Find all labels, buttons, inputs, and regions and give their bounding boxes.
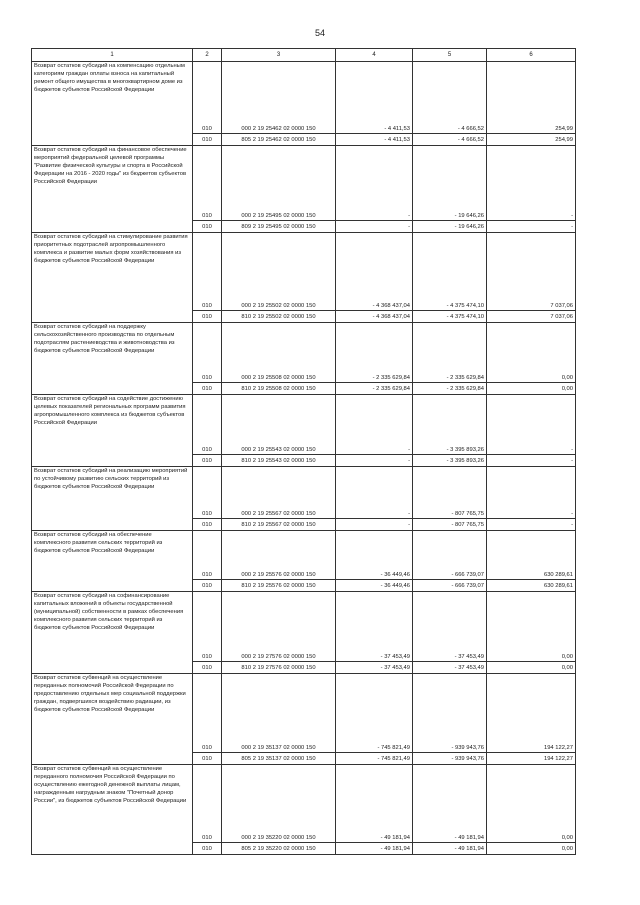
row-value-col5: - 939 943,76 — [413, 674, 487, 753]
row-value-col5: - 3 395 893,26 — [413, 395, 487, 455]
row-line-code: 010 — [193, 531, 222, 580]
row-value-col6: 7 037,06 — [487, 233, 576, 311]
subrow-budget-code: 810 2 19 25543 02 0000 150 — [222, 455, 336, 467]
header-cell-6: 6 — [487, 49, 576, 62]
row-value-col5: - 4 666,52 — [413, 62, 487, 134]
row-description: Возврат остатков субсидий на поддержку сельскохозяйственного производства по отдельным подотраслям растениеводства и животноводства из бюджетов субъектов Российской Федерации — [32, 323, 193, 395]
subrow-line-code: 010 — [193, 311, 222, 323]
row-value-col4: - 745 821,49 — [336, 674, 413, 753]
table-row — [32, 395, 576, 455]
row-budget-code: 000 2 19 25462 02 0000 150 — [222, 62, 336, 134]
subrow-line-code: 010 — [193, 383, 222, 395]
subrow-line-code: 010 — [193, 662, 222, 674]
row-value-col6: 0,00 — [487, 765, 576, 843]
subrow-budget-code: 805 2 19 25462 02 0000 150 — [222, 134, 336, 146]
table-row — [32, 531, 576, 580]
row-value-col5: - 49 181,94 — [413, 765, 487, 843]
row-value-col6: 630 289,61 — [487, 531, 576, 580]
row-value-col5: - 666 739,07 — [413, 531, 487, 580]
subrow-value-col6: - — [487, 455, 576, 467]
row-value-col4: - — [336, 467, 413, 519]
row-value-col5: - 4 375 474,10 — [413, 233, 487, 311]
subrow-value-col5: - 49 181,94 — [413, 843, 487, 855]
header-cell-5: 5 — [413, 49, 487, 62]
subrow-value-col6: 630 289,61 — [487, 580, 576, 592]
subrow-value-col4: - 4 368 437,04 — [336, 311, 413, 323]
row-value-col6: 0,00 — [487, 592, 576, 662]
table-row — [32, 146, 576, 221]
subrow-value-col6: 0,00 — [487, 383, 576, 395]
subrow-line-code: 010 — [193, 753, 222, 765]
row-value-col6: - — [487, 467, 576, 519]
subrow-value-col4: - — [336, 455, 413, 467]
row-value-col5: - 19 646,26 — [413, 146, 487, 221]
subrow-value-col4: - 49 181,94 — [336, 843, 413, 855]
subrow-line-code: 010 — [193, 843, 222, 855]
table-row — [32, 765, 576, 843]
subrow-line-code: 010 — [193, 221, 222, 233]
subrow-budget-code: 805 2 19 35137 02 0000 150 — [222, 753, 336, 765]
header-cell-4: 4 — [336, 49, 413, 62]
row-line-code: 010 — [193, 467, 222, 519]
subrow-value-col6: - — [487, 221, 576, 233]
row-value-col5: - 807 765,75 — [413, 467, 487, 519]
row-description: Возврат остатков субсидий на обеспечение комплексного развития сельских территорий из бюджетов субъектов Российской Федерации — [32, 531, 193, 592]
row-description: Возврат остатков субвенций на осуществление переданного полномочия Российской Федерации по осуществлению ежегодной денежной выплаты лицам, награжденным нагрудным знаком "Почетный донор России", из бюджетов субъектов Российской Федерации — [32, 765, 193, 855]
row-line-code: 010 — [193, 592, 222, 662]
row-value-col6: - — [487, 146, 576, 221]
subrow-budget-code: 810 2 19 27576 02 0000 150 — [222, 662, 336, 674]
subrow-budget-code: 810 2 19 25502 02 0000 150 — [222, 311, 336, 323]
row-description: Возврат остатков субсидий на содействие достижению целевых показателей региональных программ развития агропромышленного комплекса из бюджетов субъектов Российской Федерации — [32, 395, 193, 467]
subrow-budget-code: 810 2 19 25567 02 0000 150 — [222, 519, 336, 531]
row-description: Возврат остатков субсидий на стимулирование развития приоритетных подотраслей агропромышленного комплекса и развитие малых форм хозяйствования из бюджетов субъектов Российской Федерации — [32, 233, 193, 323]
row-value-col4: - 36 449,46 — [336, 531, 413, 580]
subrow-value-col4: - 2 335 629,84 — [336, 383, 413, 395]
subrow-line-code: 010 — [193, 519, 222, 531]
subrow-value-col4: - 36 449,46 — [336, 580, 413, 592]
subrow-value-col6: 254,99 — [487, 134, 576, 146]
table-row — [32, 467, 576, 519]
row-line-code: 010 — [193, 62, 222, 134]
row-value-col4: - — [336, 146, 413, 221]
subrow-value-col5: - 19 646,26 — [413, 221, 487, 233]
row-line-code: 010 — [193, 395, 222, 455]
row-line-code: 010 — [193, 233, 222, 311]
row-value-col6: 0,00 — [487, 323, 576, 383]
subrow-value-col6: 7 037,06 — [487, 311, 576, 323]
page-number: 54 — [314, 28, 325, 38]
subrow-budget-code: 805 2 19 35220 02 0000 150 — [222, 843, 336, 855]
row-budget-code: 000 2 19 25576 02 0000 150 — [222, 531, 336, 580]
subrow-budget-code: 809 2 19 25495 02 0000 150 — [222, 221, 336, 233]
row-value-col4: - 2 335 629,84 — [336, 323, 413, 383]
row-budget-code: 000 2 19 25508 02 0000 150 — [222, 323, 336, 383]
row-value-col6: 194 122,27 — [487, 674, 576, 753]
report-table — [31, 48, 576, 855]
subrow-value-col4: - 4 411,53 — [336, 134, 413, 146]
subrow-value-col6: - — [487, 519, 576, 531]
subrow-value-col4: - — [336, 519, 413, 531]
table-row — [32, 62, 576, 134]
row-line-code: 010 — [193, 146, 222, 221]
row-description: Возврат остатков субвенций на осуществление переданных полномочий Российской Федерации по предоставлению отдельных мер социальной поддержки граждан, подвергшихся воздействию радиации, из бюджетов субъектов Российской Федерации — [32, 674, 193, 765]
row-value-col5: - 2 335 629,84 — [413, 323, 487, 383]
header-cell-2: 2 — [193, 49, 222, 62]
subrow-value-col4: - 37 453,49 — [336, 662, 413, 674]
row-line-code: 010 — [193, 323, 222, 383]
row-budget-code: 000 2 19 25495 02 0000 150 — [222, 146, 336, 221]
subrow-value-col5: - 37 453,49 — [413, 662, 487, 674]
row-description: Возврат остатков субсидий на компенсацию отдельным категориям граждан оплаты взноса на капитальный ремонт общего имущества в многоквартирном доме из бюджетов субъектов Российской Федерации — [32, 62, 193, 146]
row-line-code: 010 — [193, 765, 222, 843]
subrow-line-code: 010 — [193, 455, 222, 467]
subrow-value-col5: - 3 395 893,26 — [413, 455, 487, 467]
row-budget-code: 000 2 19 25543 02 0000 150 — [222, 395, 336, 455]
table-row — [32, 233, 576, 311]
table-row — [32, 674, 576, 753]
subrow-value-col6: 194 122,27 — [487, 753, 576, 765]
row-line-code: 010 — [193, 674, 222, 753]
row-description: Возврат остатков субсидий на финансовое обеспечение мероприятий федеральной целевой программы "Развитие физической культуры и спорта в Российской Федерации на 2016 - 2020 годы" из бюджетов субъектов Российской Федерации — [32, 146, 193, 233]
subrow-value-col4: - 745 821,49 — [336, 753, 413, 765]
subrow-line-code: 010 — [193, 134, 222, 146]
subrow-budget-code: 810 2 19 25576 02 0000 150 — [222, 580, 336, 592]
header-cell-1: 1 — [32, 49, 193, 62]
row-budget-code: 000 2 19 25502 02 0000 150 — [222, 233, 336, 311]
row-description: Возврат остатков субсидий на софинансирование капитальных вложений в объекты государственной (муниципальной) собственности в рамках обеспечения комплексного развития сельских территорий из бюджетов субъектов Российской Федерации — [32, 592, 193, 674]
row-budget-code: 000 2 19 27576 02 0000 150 — [222, 592, 336, 662]
subrow-value-col5: - 939 943,76 — [413, 753, 487, 765]
subrow-value-col6: 0,00 — [487, 662, 576, 674]
row-value-col6: - — [487, 395, 576, 455]
subrow-value-col5: - 666 739,07 — [413, 580, 487, 592]
row-value-col4: - 49 181,94 — [336, 765, 413, 843]
subrow-budget-code: 810 2 19 25508 02 0000 150 — [222, 383, 336, 395]
table-row — [32, 323, 576, 383]
row-value-col4: - 4 411,53 — [336, 62, 413, 134]
header-cell-3: 3 — [222, 49, 336, 62]
row-budget-code: 000 2 19 35220 02 0000 150 — [222, 765, 336, 843]
subrow-value-col5: - 4 375 474,10 — [413, 311, 487, 323]
row-value-col6: 254,99 — [487, 62, 576, 134]
subrow-value-col6: 0,00 — [487, 843, 576, 855]
row-value-col4: - — [336, 395, 413, 455]
row-description: Возврат остатков субсидий на реализацию мероприятий по устойчивому развитию сельских территорий из бюджетов субъектов Российской Федерации — [32, 467, 193, 531]
table-row — [32, 592, 576, 662]
row-value-col4: - 4 368 437,04 — [336, 233, 413, 311]
row-budget-code: 000 2 19 35137 02 0000 150 — [222, 674, 336, 753]
subrow-value-col5: - 807 765,75 — [413, 519, 487, 531]
row-value-col4: - 37 453,49 — [336, 592, 413, 662]
row-budget-code: 000 2 19 25567 02 0000 150 — [222, 467, 336, 519]
subrow-value-col5: - 4 666,52 — [413, 134, 487, 146]
subrow-value-col5: - 2 335 629,84 — [413, 383, 487, 395]
header-row — [32, 49, 576, 62]
subrow-line-code: 010 — [193, 580, 222, 592]
row-value-col5: - 37 453,49 — [413, 592, 487, 662]
subrow-value-col4: - — [336, 221, 413, 233]
